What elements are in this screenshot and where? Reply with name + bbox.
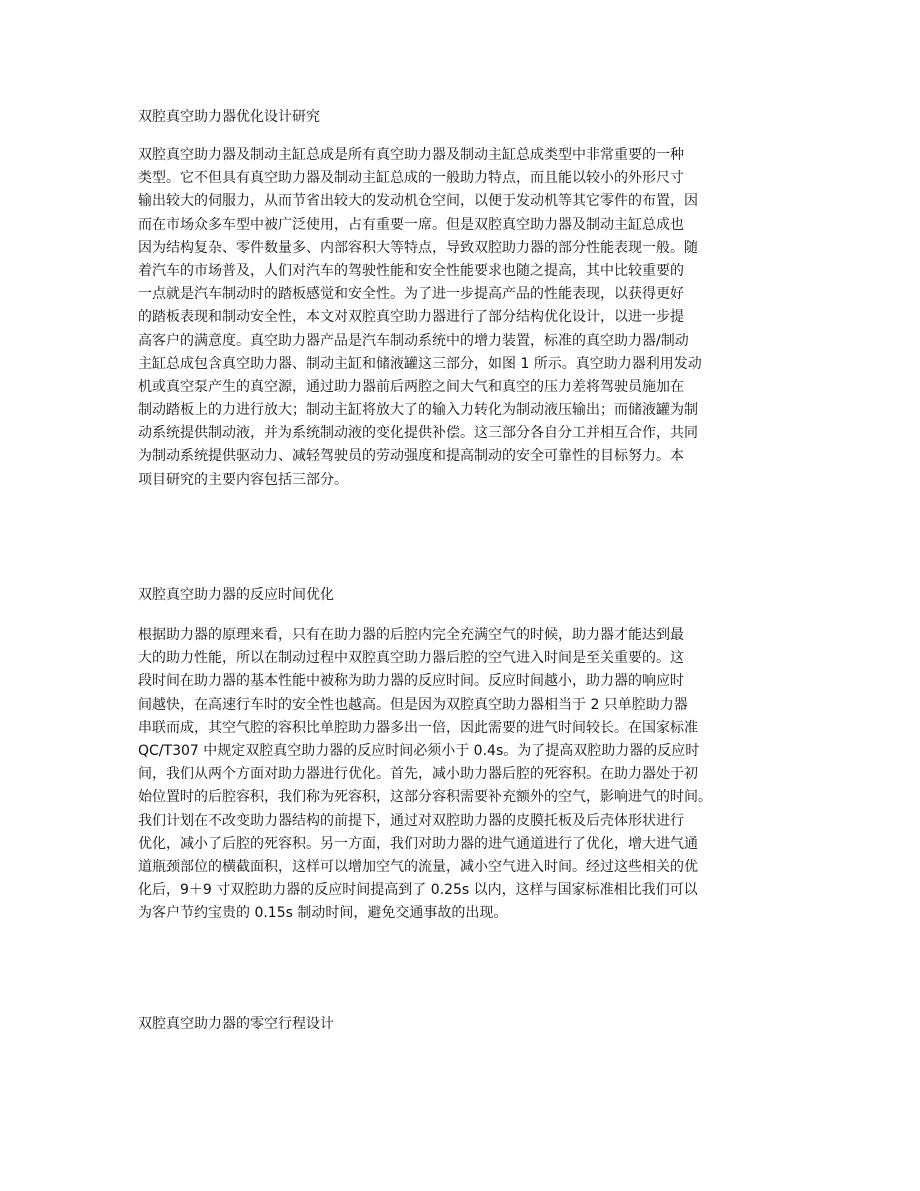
paragraph-line: 一点就是汽车制动时的踏板感觉和安全性。为了进一步提高产品的性能表现，以获得更好 — [138, 286, 684, 303]
paragraph-line: 为制动系统提供驱动力、减轻驾驶员的劳动强度和提高制动的安全可靠性的目标努力。本 — [138, 448, 684, 465]
paragraph-line: 机或真空泵产生的真空源，通过助力器前后两腔之间大气和真空的压力差将驾驶员施加在 — [138, 378, 684, 395]
section-heading-reaction-time: 双腔真空助力器的反应时间优化 — [138, 587, 334, 603]
paragraph-line: 段时间在助力器的基本性能中被称为助力器的反应时间。反应时间越小，助力器的响应时 — [138, 673, 684, 690]
section-heading-zero-idle-travel: 双腔真空助力器的零空行程设计 — [138, 1016, 334, 1032]
paragraph-line: 始位置时的后腔容积，我们称为死容积，这部分容积需要补充额外的空气，影响进气的时间。 — [138, 789, 712, 806]
paragraph-line: 项目研究的主要内容包括三部分。 — [138, 471, 348, 488]
paragraph-line: 而在市场众多车型中被广泛使用，占有重要一席。但是双腔真空助力器及制动主缸总成也 — [138, 216, 684, 233]
paragraph-line: 为客户节约宝贵的 0.15s 制动时间，避免交通事故的出现。 — [138, 905, 508, 922]
paragraph-line: 制动踏板上的力进行放大；制动主缸将放大了的输入力转化为制动液压输出；而储液罐为制 — [138, 402, 698, 419]
paragraph-line: 道瓶颈部位的横截面积，这样可以增加空气的流量，减小空气进入时间。经过这些相关的优 — [138, 858, 698, 875]
paragraph-line: 高客户的满意度。真空助力器产品是汽车制动系统中的增力装置，标准的真空助力器/制动 — [138, 332, 689, 349]
paragraph-line: QC/T307 中规定双腔真空助力器的反应时间必须小于 0.4s。为了提高双腔助力器的反应时 — [138, 742, 700, 759]
paragraph-line: 因为结构复杂、零件数量多、内部容积大等特点，导致双腔助力器的部分性能表现一般。随 — [138, 239, 698, 256]
paragraph-line: 着汽车的市场普及，人们对汽车的驾驶性能和安全性能要求也随之提高，其中比较重要的 — [138, 262, 684, 279]
paragraph-line: 化后，9＋9 寸双腔助力器的反应时间提高到了 0.25s 以内，这样与国家标准相比我们可以 — [138, 882, 698, 899]
paragraph-line: 主缸总成包含真空助力器、制动主缸和储液罐这三部分，如图 1 所示。真空助力器利用发动 — [138, 355, 702, 372]
intro-paragraph — [138, 144, 788, 492]
paragraph-line: 串联而成，其空气腔的容积比单腔助力器多出一倍，因此需要的进气时间较长。在国家标准 — [138, 719, 698, 736]
paragraph-line: 双腔真空助力器及制动主缸总成是所有真空助力器及制动主缸总成类型中非常重要的一种 — [138, 147, 684, 163]
paragraph-line: 根据助力器的原理来看，只有在助力器的后腔内完全充满空气的时候，助力器才能达到最 — [138, 627, 684, 643]
section-heading-optimization-research: 双腔真空助力器优化设计研究 — [138, 109, 320, 125]
paragraph-line: 大的助力性能，所以在制动过程中双腔真空助力器后腔的空气进入时间是至关重要的。这 — [138, 650, 684, 667]
paragraph-line: 优化，减小了后腔的死容积。另一方面，我们对助力器的进气通道进行了优化，增大进气通 — [138, 835, 698, 852]
paragraph-line: 我们计划在不改变助力器结构的前提下，通过对双腔助力器的皮膜托板及后壳体形状进行 — [138, 812, 684, 829]
paragraph-line: 类型。它不但具有真空助力器及制动主缸总成的一般助力特点，而且能以较小的外形尺寸 — [138, 170, 684, 187]
paragraph-line: 输出较大的伺服力，从而节省出较大的发动机仓空间，以便于发动机等其它零件的布置，因 — [138, 193, 698, 210]
paragraph-line: 动系统提供制动液，并为系统制动液的变化提供补偿。这三部分各自分工并相互合作，共同 — [138, 425, 698, 442]
reaction-time-paragraph — [138, 624, 788, 925]
paragraph-line: 间越快，在高速行车时的安全性也越高。但是因为双腔真空助力器相当于 2 只单腔助力器 — [138, 696, 688, 713]
paragraph-line: 的踏板表现和制动安全性，本文对双腔真空助力器进行了部分结构优化设计，以进一步提 — [138, 309, 684, 326]
paragraph-line: 间，我们从两个方面对助力器进行优化。首先，减小助力器后腔的死容积。在助力器处于初 — [138, 766, 698, 783]
